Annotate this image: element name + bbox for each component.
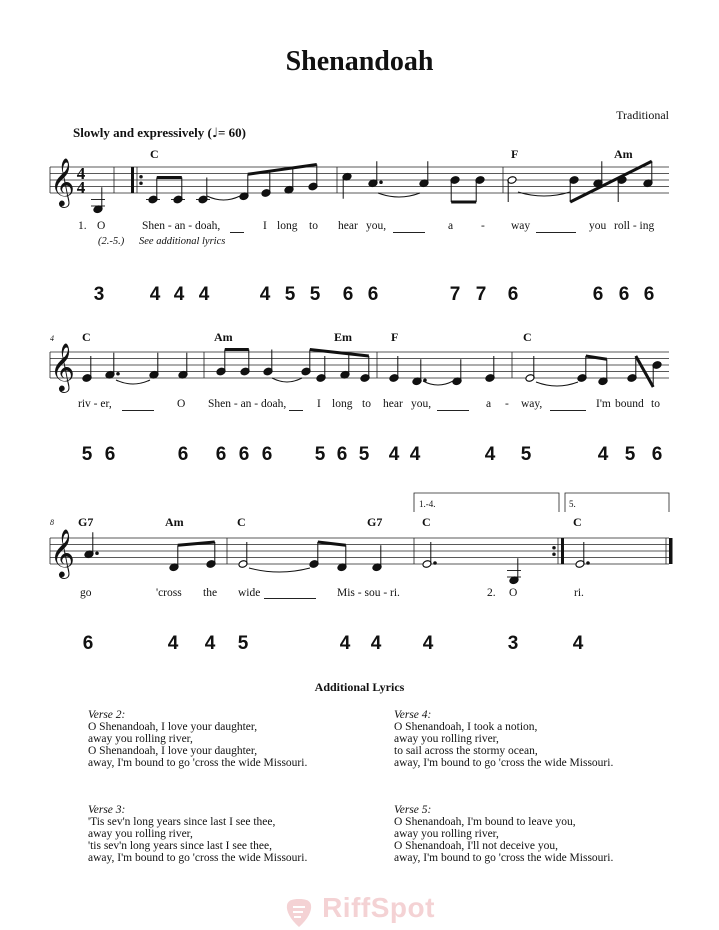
harmonica-hole: 5 — [358, 444, 370, 465]
harmonica-hole: 6 — [336, 444, 348, 465]
lyric-extender — [393, 232, 425, 233]
lyric-syllable: O — [97, 220, 106, 232]
harmonica-hole: 4 — [259, 284, 271, 305]
lyric-syllable: you — [589, 220, 607, 232]
harmonica-hole: 5 — [237, 633, 249, 654]
ending-bracket-label: 5. — [569, 499, 576, 509]
composer-credit: Traditional — [616, 108, 669, 122]
chord-symbol: F — [391, 330, 399, 344]
verse-block — [88, 804, 307, 864]
verse-block — [394, 804, 613, 864]
lyric-syllable: to — [309, 220, 318, 232]
chord-symbol: C — [573, 515, 582, 529]
chord-symbol: F — [511, 147, 519, 161]
harmonica-hole: 4 — [422, 633, 434, 654]
harmonica-hole: 7 — [449, 284, 461, 305]
lyric-syllable: long — [332, 398, 353, 410]
lyric-syllable: 'cross — [156, 587, 182, 599]
note-beam — [310, 350, 369, 357]
harmonica-hole: 4 — [167, 633, 179, 654]
verse-line: away, I'm bound to go 'cross the wide Missouri. — [88, 757, 308, 769]
lyric-extender — [550, 410, 586, 411]
chord-symbol: Am — [214, 330, 233, 344]
lyric-extender — [230, 232, 244, 233]
time-signature-top: 4 — [76, 164, 86, 183]
harmonica-hole: 5 — [520, 444, 532, 465]
augmentation-dot — [380, 181, 383, 184]
lyric-syllable: wide — [238, 587, 261, 599]
additional-lyrics-heading: Additional Lyrics — [314, 680, 405, 694]
tempo-equals: = 60 — [217, 125, 242, 140]
chord-symbol: C — [82, 330, 91, 344]
tie — [207, 196, 240, 200]
augmentation-dot — [117, 372, 120, 375]
lyric-syllable: riv - er, — [78, 398, 112, 410]
tie — [378, 193, 420, 197]
verse-line: away, I'm bound to go 'cross the wide Missouri. — [88, 852, 308, 864]
lyric-syllable: - — [505, 398, 509, 410]
harmonica-hole: 4 — [388, 444, 400, 465]
treble-clef-icon: 𝄞 — [50, 157, 75, 206]
verse-line: O Shenandoah, I'm bound to leave you, — [394, 816, 576, 828]
measure-number: 4 — [50, 334, 54, 343]
harmonica-hole: 4 — [484, 444, 496, 465]
treble-clef-icon: 𝄞 — [50, 342, 75, 391]
lyric-syllable: way, — [521, 398, 543, 410]
harmonica-hole: 4 — [370, 633, 382, 654]
quarter-note-icon: ♩ — [211, 126, 218, 141]
harmonica-hole: 6 — [238, 444, 250, 465]
harmonica-hole: 4 — [409, 444, 421, 465]
chord-symbol: Am — [614, 147, 633, 161]
lyric-syllable: hear — [383, 398, 403, 410]
note-beam — [248, 165, 317, 175]
lyric-syllable: hear — [338, 220, 358, 232]
lyric-syllable: 2. — [487, 587, 496, 599]
lyric-syllable: O — [509, 587, 518, 599]
harmonica-hole: 6 — [618, 284, 630, 305]
harmonica-hole: 6 — [367, 284, 379, 305]
chord-symbol: Em — [334, 330, 352, 344]
verse-line: O Shenandoah, I love your daughter, — [88, 745, 258, 757]
verse-line: 'tis sev'n long years since last I see thee, — [88, 840, 272, 852]
verse-line: 'Tis sev'n long years since last I see thee, — [88, 816, 276, 828]
chord-symbol: G7 — [367, 515, 383, 529]
harmonica-hole: 5 — [284, 284, 296, 305]
time-signature-bottom: 4 — [76, 178, 86, 197]
repeat-dot — [140, 175, 143, 178]
tempo-text: Slowly and expressively — [73, 125, 205, 140]
harmonica-hole: 5 — [81, 444, 93, 465]
repeat-dot — [553, 553, 556, 556]
additional-lyrics-note: See additional lyrics — [139, 236, 226, 247]
harmonica-hole: 6 — [215, 444, 227, 465]
final-barline — [669, 538, 673, 564]
chord-symbol: G7 — [78, 515, 94, 529]
lyric-extender — [536, 232, 576, 233]
guitar-pick-icon — [284, 897, 314, 929]
harmonica-hole: 4 — [198, 284, 210, 305]
harmonica-hole: 4 — [572, 633, 584, 654]
verse-block — [88, 709, 307, 769]
harmonica-hole: 6 — [82, 633, 94, 654]
lyric-syllable: you, — [366, 220, 387, 232]
augmentation-dot — [96, 552, 99, 555]
harmonica-hole: 4 — [597, 444, 609, 465]
harmonica-hole: 4 — [149, 284, 161, 305]
verse-label: Verse 2: — [88, 709, 126, 721]
verse-line: away you rolling river, — [394, 828, 499, 840]
lyric-syllable: go — [80, 587, 92, 599]
lyric-syllable: roll - ing — [614, 220, 655, 232]
lyric-syllable: Mis - sou - ri. — [337, 587, 400, 599]
lyric-syllable: the — [203, 587, 218, 599]
verse-line: O Shenandoah, I love your daughter, — [88, 721, 258, 733]
lyric-syllable: I — [263, 220, 267, 232]
ending-bracket-label: 1.-4. — [419, 499, 436, 509]
lyric-extender — [122, 410, 154, 411]
harmonica-hole: 4 — [339, 633, 351, 654]
verse-block — [394, 709, 613, 769]
lyric-syllable: I — [317, 398, 321, 410]
augmentation-dot — [587, 562, 590, 565]
verse-line: O Shenandoah, I'll not deceive you, — [394, 840, 558, 852]
tie — [116, 380, 150, 384]
chord-symbol: C — [237, 515, 246, 529]
harmonica-hole: 7 — [475, 284, 487, 305]
lyric-syllable: a — [486, 398, 492, 410]
lyric-syllable: to — [651, 398, 660, 410]
lyric-extender — [289, 410, 303, 411]
harmonica-hole: 6 — [342, 284, 354, 305]
lyric-syllable: bound — [615, 398, 644, 410]
tie — [423, 381, 453, 385]
verse-label: Verse 3: — [88, 804, 126, 816]
verse-line: away, I'm bound to go 'cross the wide Missouri. — [394, 852, 614, 864]
verse-range-label: (2.-5.) — [98, 236, 125, 247]
lyric-syllable: - — [481, 220, 485, 232]
verse-line: away, I'm bound to go 'cross the wide Missouri. — [394, 757, 614, 769]
tie — [536, 382, 578, 386]
verse-line: to sail across the stormy ocean, — [394, 745, 538, 757]
lyric-syllable: O — [177, 398, 186, 410]
harmonica-hole: 6 — [177, 444, 189, 465]
harmonica-hole: 6 — [104, 444, 116, 465]
verse-label: Verse 4: — [394, 709, 432, 721]
lyric-extender — [264, 598, 316, 599]
lyric-syllable: Shen - an - doah, — [142, 220, 221, 232]
tie — [272, 378, 302, 382]
harmonica-hole: 3 — [93, 284, 105, 305]
repeat-dot — [140, 182, 143, 185]
harmonica-hole: 6 — [507, 284, 519, 305]
lyric-syllable: long — [277, 220, 298, 232]
repeat-dot — [553, 546, 556, 549]
harmonica-hole: 6 — [643, 284, 655, 305]
harmonica-hole: 4 — [204, 633, 216, 654]
harmonica-hole: 4 — [173, 284, 185, 305]
lyric-syllable: Shen - an - doah, — [208, 398, 287, 410]
ending-bracket — [414, 493, 559, 512]
verse-line: away you rolling river, — [88, 828, 193, 840]
harmonica-hole: 6 — [592, 284, 604, 305]
lyric-syllable: ri. — [574, 587, 584, 599]
tempo-value: (♩= 60) — [207, 125, 246, 141]
repeat-barline — [561, 538, 564, 564]
harmonica-hole: 5 — [309, 284, 321, 305]
lyric-syllable: way — [511, 220, 531, 232]
harmonica-hole: 6 — [261, 444, 273, 465]
lyric-syllable: a — [448, 220, 454, 232]
riffspot-logo — [0, 892, 719, 929]
verse-line: away you rolling river, — [88, 733, 193, 745]
harmonica-hole: 5 — [624, 444, 636, 465]
verse-label: Verse 5: — [394, 804, 432, 816]
verse-line: away you rolling river, — [394, 733, 499, 745]
verse-line: O Shenandoah, I took a notion, — [394, 721, 538, 733]
augmentation-dot — [434, 562, 437, 565]
treble-clef-icon: 𝄞 — [50, 528, 75, 577]
harmonica-hole: 6 — [651, 444, 663, 465]
chord-symbol: C — [523, 330, 532, 344]
lyric-extender — [437, 410, 469, 411]
logo-text: RiffSpot — [322, 892, 435, 923]
harmonica-hole: 3 — [507, 633, 519, 654]
lyric-syllable: to — [362, 398, 371, 410]
measure-number: 8 — [50, 518, 54, 527]
chord-symbol: Am — [165, 515, 184, 529]
tie — [249, 568, 310, 572]
lyric-syllable: you, — [411, 398, 432, 410]
chord-symbol: C — [422, 515, 431, 529]
song-title: Shenandoah — [285, 46, 434, 77]
lyric-syllable: I'm — [596, 398, 611, 410]
harmonica-hole: 5 — [314, 444, 326, 465]
repeat-barline — [131, 167, 134, 193]
time-signature — [74, 164, 88, 197]
ending-bracket — [565, 493, 669, 512]
chord-symbol: C — [150, 147, 159, 161]
lyric-syllable: 1. — [78, 220, 87, 232]
